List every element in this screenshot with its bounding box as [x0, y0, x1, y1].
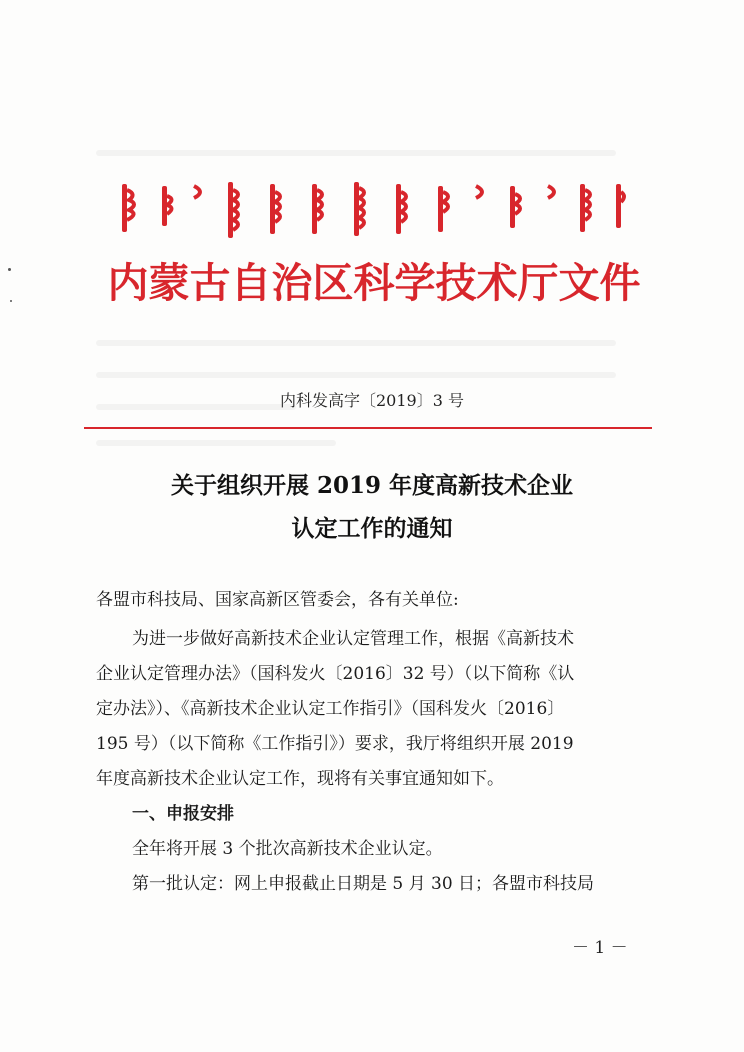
document-number: 内科发高字〔2019〕3 号: [280, 391, 464, 410]
mongolian-word: [312, 184, 322, 234]
show-through-line: [96, 150, 616, 156]
mongolian-word: [270, 184, 280, 234]
mongolian-word: [122, 184, 134, 232]
issuing-authority-masthead: 内蒙古自治区科学技术厅文件: [107, 259, 641, 307]
scan-speck: [10, 300, 12, 302]
mongolian-word: [228, 182, 238, 238]
paragraph-line: 为进一步做好高新技术企业认定管理工作，根据《高新技术: [132, 629, 574, 649]
paragraph-line: 定办法》）、《高新技术企业认定工作指引》（国科发火〔2016〕: [96, 699, 565, 719]
mongolian-word: [580, 184, 590, 232]
mongolian-word: [194, 186, 200, 198]
paragraph-line: 全年将开展 3 个批次高新技术企业认定。: [132, 839, 443, 859]
mongolian-masthead: [118, 176, 628, 246]
red-divider-line: [84, 427, 652, 429]
scan-speck: [8, 268, 11, 271]
mongolian-word: [616, 184, 624, 228]
mongolian-word: [476, 186, 482, 198]
section-heading: 一、申报安排: [132, 804, 234, 824]
document-title-line-2: 认定工作的通知: [291, 515, 453, 542]
mongolian-word: [396, 184, 406, 234]
mongolian-script-graphic: [118, 176, 628, 246]
paragraph-line: 第一批认定：网上申报截止日期是 5 月 30 日；各盟市科技局: [132, 874, 595, 894]
mongolian-word: [548, 186, 554, 198]
paragraph-line: 企业认定管理办法》（国科发火〔2016〕32 号）（以下简称《认: [96, 664, 575, 684]
mongolian-word: [510, 186, 520, 228]
mongolian-word: [438, 186, 448, 232]
paragraph-line: 195 号）（以下简称《工作指引》）要求，我厅将组织开展 2019: [96, 734, 574, 754]
page-number: － 1 －: [572, 938, 628, 958]
show-through-line: [96, 440, 336, 446]
mongolian-word: [162, 186, 172, 226]
mongolian-word: [354, 182, 364, 236]
document-title-line-1: 关于组织开展 2019 年度高新技术企业: [170, 472, 574, 499]
paragraph-line: 年度高新技术企业认定工作，现将有关事宜通知如下。: [96, 769, 504, 789]
salutation: 各盟市科技局、国家高新区管委会，各有关单位:: [96, 590, 459, 610]
show-through-line: [96, 372, 616, 378]
show-through-line: [96, 340, 616, 346]
